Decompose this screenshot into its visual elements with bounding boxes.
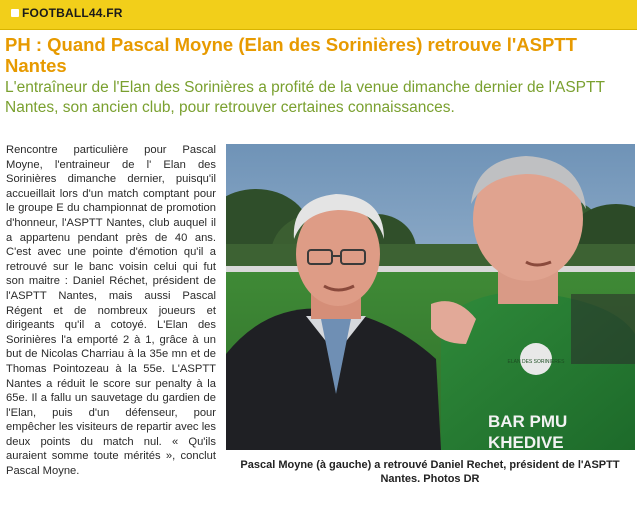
site-header-bar	[0, 0, 637, 30]
photo-fence	[226, 266, 635, 272]
shirt-text-line2: KHEDIVE	[488, 433, 564, 450]
photo-caption: Pascal Moyne (à gauche) a retrouvé Daniel Rechet, président de l'ASPTT Nantes. Photos DR	[240, 459, 620, 485]
article-title: PH : Quand Pascal Moyne (Elan des Sorinières) retrouve l'ASPTT Nantes	[5, 34, 577, 76]
site-name: FOOTBALL44.FR	[22, 6, 123, 20]
site-logo[interactable]	[11, 6, 123, 20]
article-body: Rencontre particulière pour Pascal Moyne, l'entraineur de l' Elan des Sorinières dimanche dernier, puisqu'il accueillait lors d'un match comptant pour le groupe E du championnat de promotion d'honneur, l'ASPTT Nantes, club auquel il a appartenu pendant près de 40 ans. C'est avec une pointe d'émotion qu'il a retrouvé sur le banc voisin celui qui fut son maitre : Daniel Réchet, président de l'ASPTT Nantes, mais aussi Pascal Régent et de nombreux joueurs et dirigeants qu'il a cotoyé. L'Elan des Sorinières l'a emporté 2 à 1, grâce à un but de Nicolas Charriau à la 35e mn et de Thomas Pointozeau à la 55e. L'ASPTT Nantes a réduit le score sur penalty à la 65e. Il a fallu un sauvetage du gardien de l'Elan, puis d'un défenseur, pour empêcher les visiteurs de repartir avec les deux points du match nul. « Qu'ils auraient somme toute mérités », conclut Pascal Moyne.	[6, 144, 216, 478]
shirt-text-line1: BAR PMU	[488, 412, 568, 431]
shirt-badge-text: ELAN DES SORINIERES	[507, 359, 565, 365]
logo-bullet-icon	[11, 9, 19, 17]
article-lead: L'entraîneur de l'Elan des Sorinières a profité de la venue dimanche dernier de l'ASPTT Nantes, son ancien club, pour retrouver certaines connaissances.	[5, 79, 605, 116]
article-photo[interactable]	[226, 144, 635, 450]
photo-illustration	[226, 144, 635, 450]
